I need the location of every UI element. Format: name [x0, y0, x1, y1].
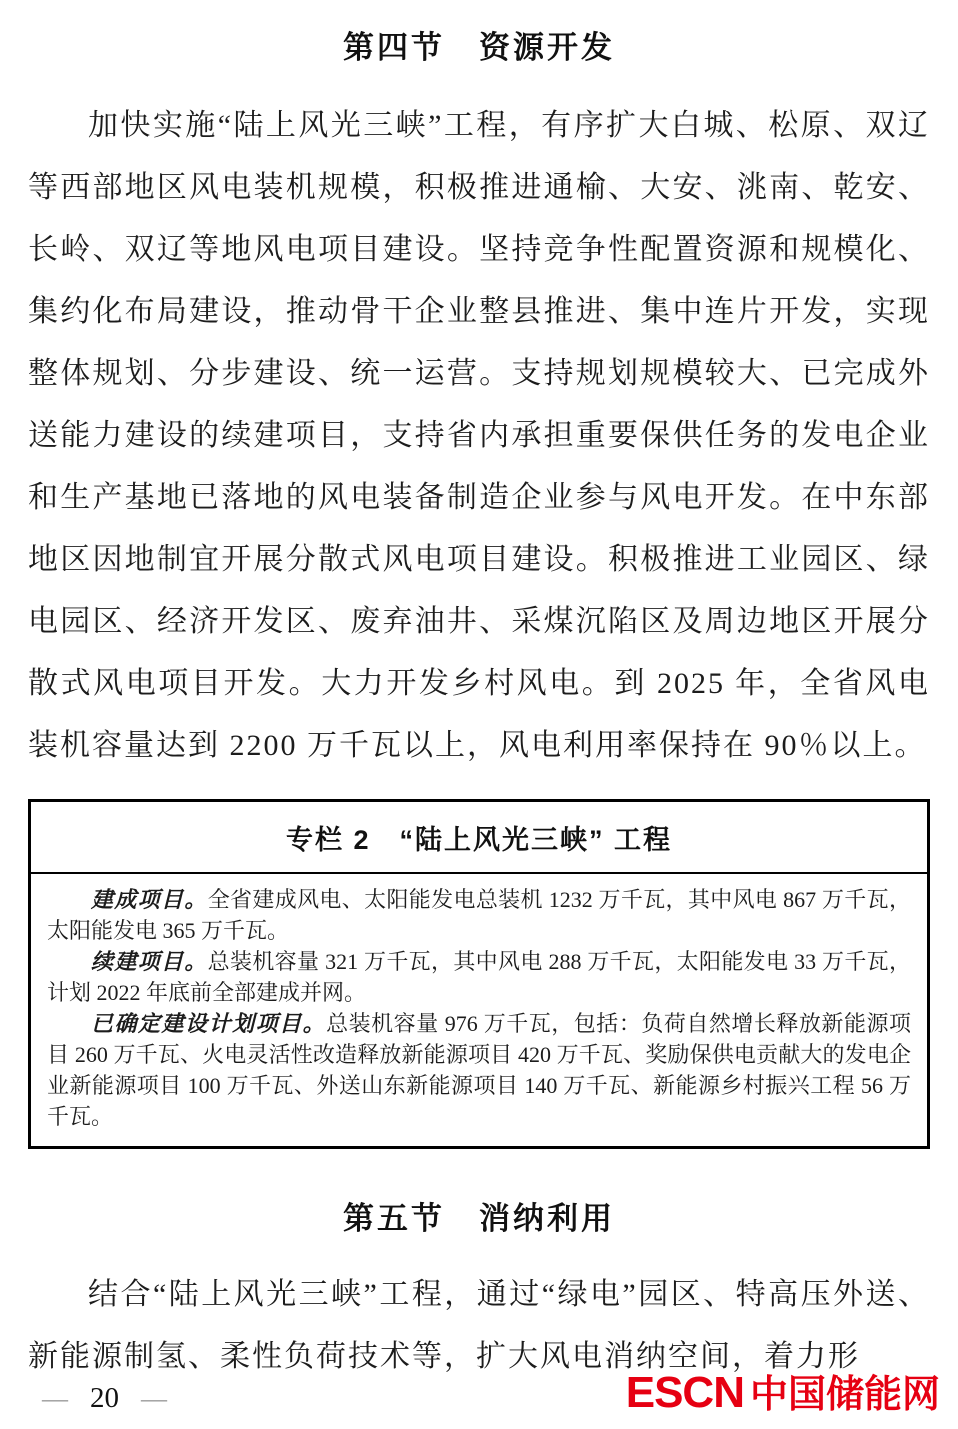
logo-text-cn: 中国储能网 [749, 1374, 940, 1416]
box-paragraph-planned [47, 1008, 911, 1132]
box-paragraph-text: 总装机容量 976 万千瓦，包括：负荷自然增长释放新能源项目 260 万千瓦、火电灵活性改造释放新能源项目 420 万千瓦、奖励保供电贡献大的发电企业新能源项目 100 万千瓦、外送山东新能源项目 140 万千瓦、新能源乡村振兴工程 56 万千瓦。 [47, 1011, 911, 1129]
section5-heading: 第五节 消纳利用 [343, 1201, 615, 1236]
box-paragraph-continuing [47, 946, 911, 1008]
escn-logo [625, 1368, 940, 1417]
box-paragraph-completed [47, 884, 911, 946]
box-paragraph-lead: 已确定建设计划项目。 [91, 1011, 327, 1036]
section4-heading: 第四节 资源开发 [343, 30, 615, 65]
logo-text-en: ESCN [625, 1368, 744, 1417]
page-footer [28, 1368, 940, 1417]
highlight-box-heading: 专栏 2 “陆上风光三峡” 工程 [31, 802, 927, 874]
box-paragraph-text: 全省建成风电、太阳能发电总装机 1232 万千瓦，其中风电 867 万千瓦，太阳能发电 365 万千瓦。 [47, 887, 911, 943]
section4-paragraph: 加快实施“陆上风光三峡”工程，有序扩大白城、松原、双辽等西部地区风电装机规模，积极推进通榆、大安、洮南、乾安、长岭、双辽等地风电项目建设。坚持竞争性配置资源和规模化、集约化布局建设，推动骨干企业整县推进、集中连片开发，实现整体规划、分步建设、统一运营。支持规划规模较大、已完成外送能力建设的续建项目，支持省内承担重要保供任务的发电企业和生产基地已落地的风电装备制造企业参与风电开发。在中东部地区因地制宜开展分散式风电项目建设。积极推进工业园区、绿电园区、经济开发区、废弃油井、采煤沉陷区及周边地区开展分散式风电项目开发。大力开发乡村风电。到 2025 年，全省风电装机容量达到 2200 万千瓦以上，风电利用率保持在 90％以上。 [28, 109, 930, 762]
page-number [28, 1382, 167, 1415]
box-paragraph-text: 总装机容量 321 万千瓦，其中风电 288 万千瓦，太阳能发电 33 万千瓦，计划 2022 年底前全部建成并网。 [47, 949, 911, 1005]
footer-dash-left: — [42, 1383, 68, 1413]
box-paragraph-lead: 建成项目。 [91, 887, 208, 912]
box-paragraph-lead: 续建项目。 [91, 949, 208, 974]
highlight-box-body [31, 874, 927, 1146]
page-number-value: 20 [90, 1382, 119, 1414]
highlight-box [28, 799, 930, 1149]
footer-dash-right: — [141, 1383, 167, 1413]
section5-paragraph: 结合“陆上风光三峡”工程，通过“绿电”园区、特高压外送、新能源制氢、柔性负荷技术等，扩大风电消纳空间，着力形 [28, 1278, 930, 1373]
